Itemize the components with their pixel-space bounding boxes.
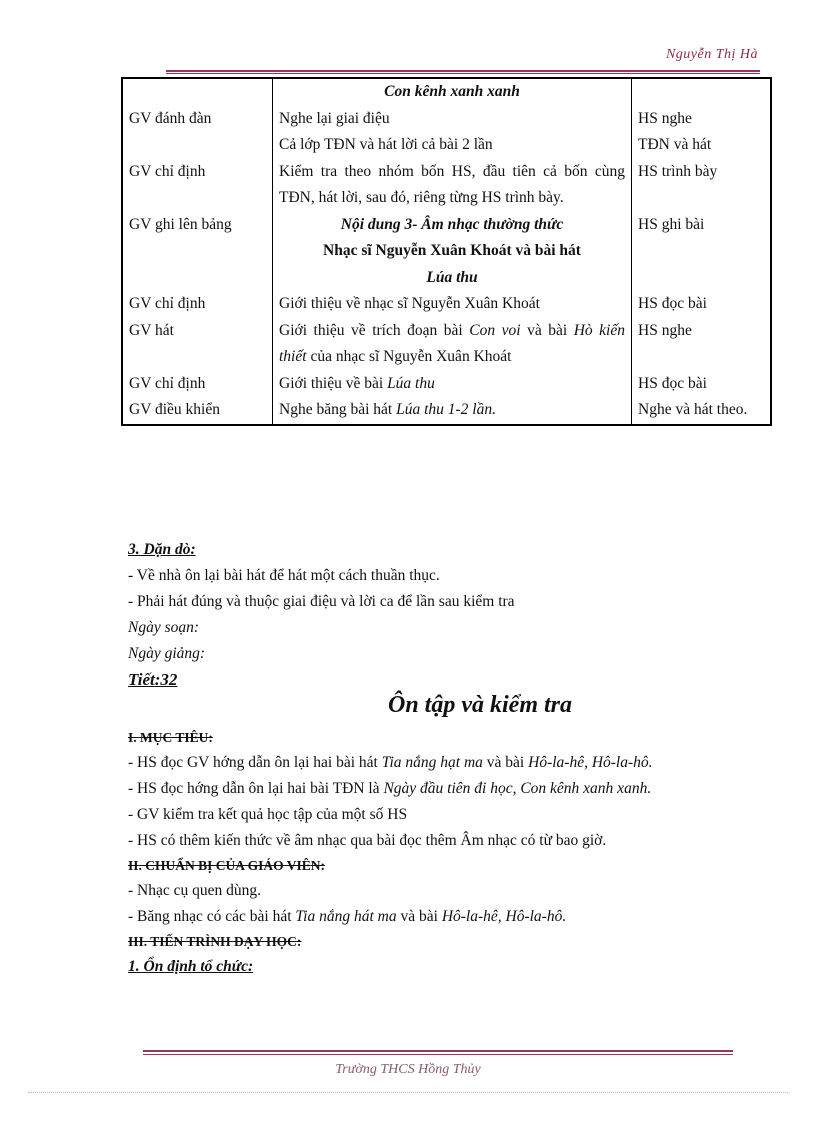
process-heading: III. TIẾN TRÌNH DẠY HỌC: bbox=[128, 934, 302, 949]
student-activity-cell: TĐN và hát bbox=[638, 136, 712, 153]
student-activity-cell: HS ghi bài bbox=[638, 215, 705, 233]
student-activity-cell bbox=[632, 238, 772, 265]
table-row bbox=[122, 397, 771, 425]
table-row bbox=[122, 106, 771, 133]
student-activity-cell bbox=[632, 265, 772, 292]
header-divider bbox=[166, 70, 760, 74]
lesson-title: Ôn tập và kiểm tra bbox=[388, 692, 572, 718]
content-cell: Lúa thu bbox=[273, 265, 632, 292]
content-cell: Con kênh xanh xanh bbox=[273, 78, 632, 106]
process-step-1: 1. Ổn định tổ chức: bbox=[128, 958, 254, 975]
content-cell: Nghe lại giai điệu bbox=[273, 106, 632, 133]
preparation-item-2: - Băng nhạc có các bài hát Tia nắng hát ma và bài Hô-la-hê, Hô-la-hô. bbox=[128, 908, 567, 925]
student-activity-cell: HS trình bày bbox=[638, 162, 718, 180]
preparation-item-1: - Nhạc cụ quen dùng. bbox=[128, 882, 261, 899]
lesson-period: Tiết:32 bbox=[128, 670, 178, 689]
teacher-activity-cell: GV chỉ định bbox=[122, 159, 273, 212]
teacher-activity-cell bbox=[122, 132, 273, 159]
homework-heading: 3. Dặn dò: bbox=[128, 541, 196, 558]
table-row bbox=[122, 212, 771, 239]
content-cell: Nghe băng bài hát Lúa thu 1-2 lần. bbox=[273, 397, 632, 425]
table-row bbox=[122, 159, 771, 212]
content-cell: Cả lớp TĐN và hát lời cả bài 2 lần bbox=[273, 132, 632, 159]
student-activity-cell bbox=[632, 78, 772, 106]
objectives-section bbox=[128, 726, 758, 980]
table-row bbox=[122, 265, 771, 292]
teacher-activity-cell: GV chỉ định bbox=[122, 291, 273, 318]
table-row bbox=[122, 318, 771, 371]
homework-item-2: - Phải hát đúng và thuộc giai điệu và lời ca để lần sau kiểm tra bbox=[128, 593, 515, 610]
teacher-activity-cell: GV đánh đàn bbox=[122, 106, 273, 133]
header-author: Nguyễn Thị Hà bbox=[665, 47, 758, 62]
student-activity-cell: HS nghe bbox=[638, 109, 692, 127]
objective-1: - HS đọc GV hớng dẫn ôn lại hai bài hát Tia nắng hạt ma và bài Hô-la-hê, Hô-la-hô. bbox=[128, 754, 653, 771]
content-cell: Kiểm tra theo nhóm bốn HS, đầu tiên cả bốn cùng TĐN, hát lời, sau đó, riêng từng HS trình bày. bbox=[273, 159, 632, 212]
table-row bbox=[122, 78, 771, 106]
content-cell: Giới thiệu về nhạc sĩ Nguyễn Xuân Khoát bbox=[273, 291, 632, 318]
preparation-heading: II. CHUẨN BỊ CỦA GIÁO VIÊN: bbox=[128, 858, 326, 873]
page-edge bbox=[28, 1092, 788, 1093]
table-row bbox=[122, 291, 771, 318]
prep-date: Ngày soạn: bbox=[128, 619, 200, 636]
objective-3: - GV kiểm tra kết quả học tập của một số HS bbox=[128, 806, 408, 823]
table-row bbox=[122, 132, 771, 159]
student-activity-cell: HS đọc bài bbox=[638, 295, 707, 312]
table-row bbox=[122, 371, 771, 398]
table-row bbox=[122, 238, 771, 265]
homework-section bbox=[128, 537, 758, 694]
student-activity-cell: Nghe và hát theo. bbox=[638, 401, 748, 418]
teacher-activity-cell: GV chỉ định bbox=[122, 371, 273, 398]
content-cell: Nhạc sĩ Nguyễn Xuân Khoát và bài hát bbox=[273, 238, 632, 265]
student-activity-cell: HS đọc bài bbox=[638, 374, 707, 392]
teacher-activity-cell bbox=[122, 265, 273, 292]
teacher-activity-cell: GV ghi lên bảng bbox=[122, 212, 273, 239]
homework-item-1: - Về nhà ôn lại bài hát để hát một cách thuần thục. bbox=[128, 567, 440, 584]
content-cell: Giới thiệu về trích đoạn bài Con voi và bài Hò kiến thiết của nhạc sĩ Nguyễn Xuân Khoát bbox=[273, 318, 632, 371]
content-cell: Nội dung 3- Âm nhạc thường thức bbox=[273, 212, 632, 239]
objective-4: - HS có thêm kiến thức về âm nhạc qua bài đọc thêm Âm nhạc có từ bao giờ. bbox=[128, 832, 607, 849]
footer-school: Trường THCS Hồng Thủy bbox=[335, 1062, 481, 1077]
lesson-activity-table bbox=[121, 77, 772, 426]
teacher-activity-cell bbox=[122, 238, 273, 265]
teacher-activity-cell: GV hát bbox=[122, 318, 273, 371]
student-activity-cell: HS nghe bbox=[638, 321, 692, 339]
teacher-activity-cell bbox=[122, 78, 273, 106]
teach-date: Ngày giảng: bbox=[128, 645, 206, 662]
objective-2: - HS đọc hớng dẫn ôn lại hai bài TĐN là Ngày đầu tiên đi học, Con kênh xanh xanh. bbox=[128, 780, 652, 797]
footer-divider bbox=[143, 1050, 733, 1055]
teacher-activity-cell: GV điều khiển bbox=[122, 397, 273, 425]
objectives-heading: I. MỤC TIÊU: bbox=[128, 730, 213, 745]
content-cell: Giới thiệu về bài Lúa thu bbox=[273, 371, 632, 398]
